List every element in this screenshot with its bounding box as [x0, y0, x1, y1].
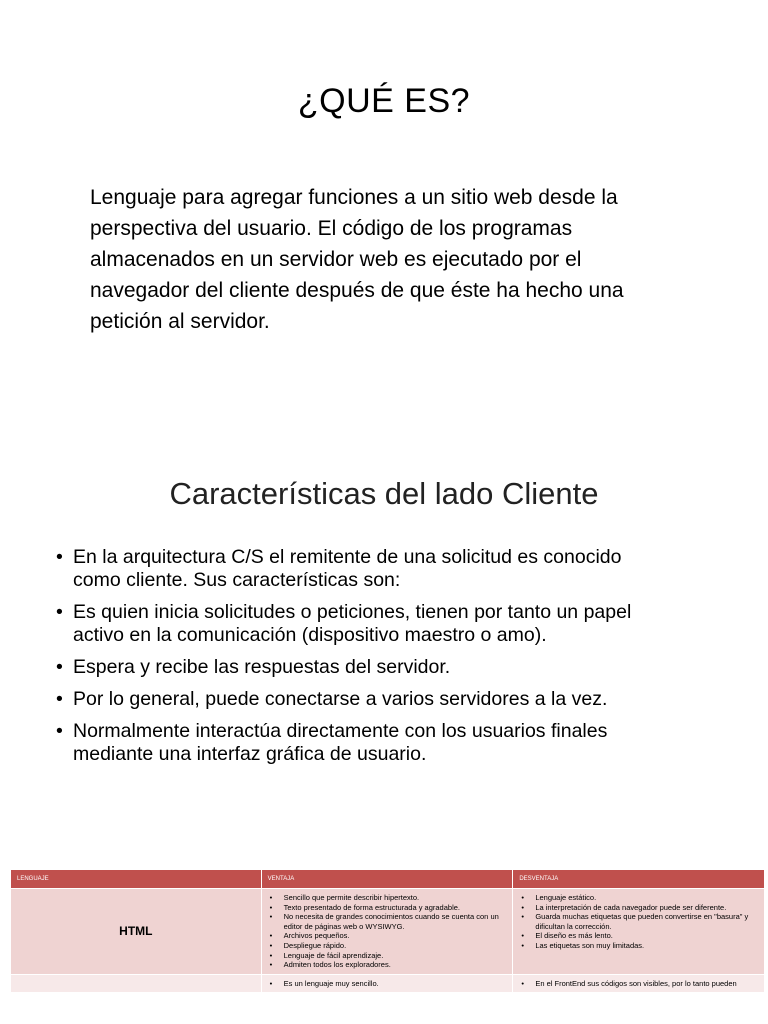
body-line: petición al servidor.	[90, 310, 270, 333]
ventajas-cell	[261, 974, 513, 993]
list-item: • La interpretación de cada navegador puede ser diferente.	[535, 903, 758, 913]
bullet-line: Espera y recibe las respuestas del servidor.	[73, 656, 451, 678]
bullet-icon: •	[56, 688, 63, 710]
bullet-item	[56, 688, 716, 711]
slide-que-es	[0, 0, 768, 405]
slide-caracteristicas-cliente	[0, 442, 768, 822]
header-lenguaje: LENGUAJE	[11, 870, 262, 889]
bullet-line: Por lo general, puede conectarse a varios servidores a la vez.	[73, 688, 608, 710]
list-item: • En el FrontEnd sus códigos son visibles, por lo tanto pueden	[535, 979, 758, 989]
bullet-icon: •	[56, 656, 63, 678]
bullet-line: Es quien inicia solicitudes o peticiones, tienen por tanto un papel	[73, 601, 632, 623]
bullet-icon: •	[56, 601, 63, 623]
body-line: perspectiva del usuario. El código de los programas	[90, 217, 573, 240]
list-item: • Guarda muchas etiquetas que pueden convertirse en "basura" y dificultan la corrección.	[535, 912, 758, 931]
body-line: navegador del cliente después de que éste ha hecho una	[90, 279, 624, 302]
table-row	[11, 889, 765, 975]
bullet-item	[56, 546, 716, 592]
bullet-line: mediante una interfaz gráfica de usuario.	[73, 743, 427, 765]
list-item: • Las etiquetas son muy limitadas.	[535, 941, 758, 951]
list-item: • No necesita de grandes conocimientos cuando se cuenta con un editor de páginas web o WYSIWYG.	[284, 912, 507, 931]
bullet-line: como cliente. Sus características son:	[73, 569, 401, 591]
slide-body-text	[90, 182, 700, 337]
list-item: • Admiten todos los exploradores.	[284, 960, 507, 970]
table-row	[11, 974, 765, 993]
lang-cell	[11, 974, 262, 993]
body-line: Lenguaje para agregar funciones a un sitio web desde la	[90, 186, 618, 209]
list-item: • Lenguaje de fácil aprendizaje.	[284, 951, 507, 961]
bullet-item	[56, 601, 716, 647]
slide-title: ¿QUÉ ES?	[297, 82, 471, 120]
table-header-row	[11, 870, 765, 889]
bullet-line: Normalmente interactúa directamente con los usuarios finales	[73, 720, 608, 742]
bullet-line: En la arquitectura C/S el remitente de una solicitud es conocido	[73, 546, 622, 568]
comparison-table	[10, 869, 765, 993]
list-item: • Archivos pequeños.	[284, 931, 507, 941]
desventajas-cell	[513, 889, 765, 975]
body-line: almacenados en un servidor web es ejecutado por el	[90, 248, 582, 271]
slide-title: Características del lado Cliente	[169, 476, 599, 511]
bullet-item	[56, 720, 716, 766]
bullet-list	[56, 546, 716, 775]
list-item: • Despliegue rápido.	[284, 941, 507, 951]
desventajas-cell	[513, 974, 765, 993]
list-item: • Texto presentado de forma estructurada y agradable.	[284, 903, 507, 913]
header-desventaja: DESVENTAJA	[513, 870, 765, 889]
bullet-icon: •	[56, 546, 63, 568]
ventajas-cell	[261, 889, 513, 975]
list-item: • Sencillo que permite describir hipertexto.	[284, 893, 507, 903]
list-item: • El diseño es más lento.	[535, 931, 758, 941]
list-item: • Lenguaje estático.	[535, 893, 758, 903]
bullet-line: activo en la comunicación (dispositivo maestro o amo).	[73, 624, 547, 646]
header-ventaja: VENTAJA	[261, 870, 513, 889]
slide-comparison-table	[0, 842, 768, 1024]
bullet-icon: •	[56, 720, 63, 742]
lang-cell: HTML	[11, 889, 262, 975]
bullet-item	[56, 656, 716, 679]
list-item: • Es un lenguaje muy sencillo.	[284, 979, 507, 989]
